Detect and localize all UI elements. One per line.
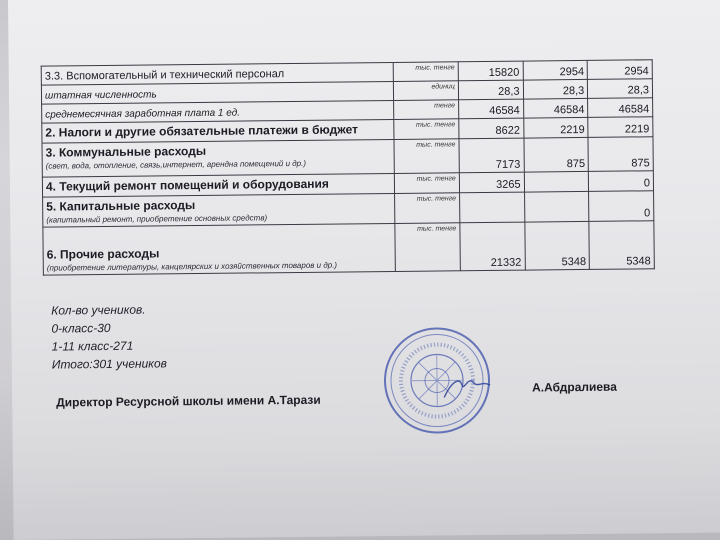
row-label-cell: [42, 139, 395, 177]
value-cell: 2954: [587, 60, 652, 80]
value-cell: 46584: [588, 98, 653, 118]
value-cell: 2219: [588, 117, 653, 138]
unit-cell: тыс. тенге: [394, 119, 459, 140]
signer-name: А.Абдралиева: [532, 379, 617, 395]
row-label: штатная численность: [44, 89, 157, 102]
row-label: 3. Коммунальные расходы: [45, 143, 207, 160]
notes-line: Кол-во учеников.: [51, 302, 146, 318]
unit-cell: тыс. тенге: [394, 139, 459, 174]
row-label: 4. Текущий ремонт помещений и оборудования: [45, 176, 329, 194]
row-label: 5. Капитальные расходы: [46, 198, 196, 214]
value-cell: 3265: [459, 172, 524, 193]
value-cell: 5348: [589, 221, 654, 270]
value-cell: 8622: [459, 118, 524, 139]
value-cell: 28,3: [458, 80, 523, 100]
value-cell: [459, 192, 524, 223]
value-cell: 15820: [458, 61, 523, 81]
unit-cell: тыс. тенге: [395, 223, 460, 272]
value-cell: 2219: [523, 117, 588, 138]
value-cell: [524, 171, 589, 192]
value-cell: 875: [588, 137, 653, 172]
row-sublabel: (приобретение литературы, канцелярских и хозяйственных товаров и др.): [46, 260, 338, 273]
table-row: [43, 221, 654, 275]
student-count-notes: [51, 300, 167, 373]
value-cell: 46584: [458, 99, 523, 119]
notes-line: 1-11 класс-271: [51, 338, 134, 354]
unit-cell: единиц: [394, 81, 459, 101]
unit-cell: тенге: [394, 100, 459, 120]
notes-line: Итого:301 учеников: [51, 356, 167, 372]
value-cell: 0: [589, 191, 654, 222]
value-cell: 5348: [524, 221, 589, 270]
value-cell: 28,3: [523, 79, 588, 99]
row-sublabel: (капитальный ремонт, приобретение основных средств): [46, 213, 268, 225]
value-cell: [524, 191, 589, 222]
value-cell: 7173: [459, 138, 524, 173]
value-cell: 2954: [523, 60, 588, 80]
document-page: [8, 0, 720, 540]
row-label: 3.3. Вспомогательный и технический персонал: [44, 68, 285, 83]
value-cell: 0: [589, 171, 654, 192]
row-label-cell: [43, 193, 396, 227]
row-label: среднемесячная заработная плата 1 ед.: [45, 107, 241, 121]
unit-cell: тыс. тенге: [393, 62, 458, 82]
unit-cell: тыс. тенге: [395, 193, 460, 224]
director-title: Директор Ресурсной школы имени А.Тарази: [56, 392, 321, 410]
notes-line: 0-класс-30: [51, 320, 111, 336]
value-cell: 46584: [523, 98, 588, 118]
row-label-cell: [43, 223, 396, 275]
unit-cell: тыс. тенге: [395, 173, 460, 194]
row-label: 2. Налоги и другие обязательные платежи в бюджет: [45, 122, 359, 140]
official-stamp-icon: [381, 325, 492, 436]
value-cell: 875: [524, 137, 589, 172]
value-cell: 21332: [460, 222, 525, 271]
value-cell: 28,3: [588, 79, 653, 99]
row-label: 6. Прочие расходы: [46, 246, 160, 262]
row-sublabel: (свет, вода, отопление, связь,интернет, арендна помещений и др.): [45, 158, 307, 171]
budget-table: [41, 59, 655, 275]
